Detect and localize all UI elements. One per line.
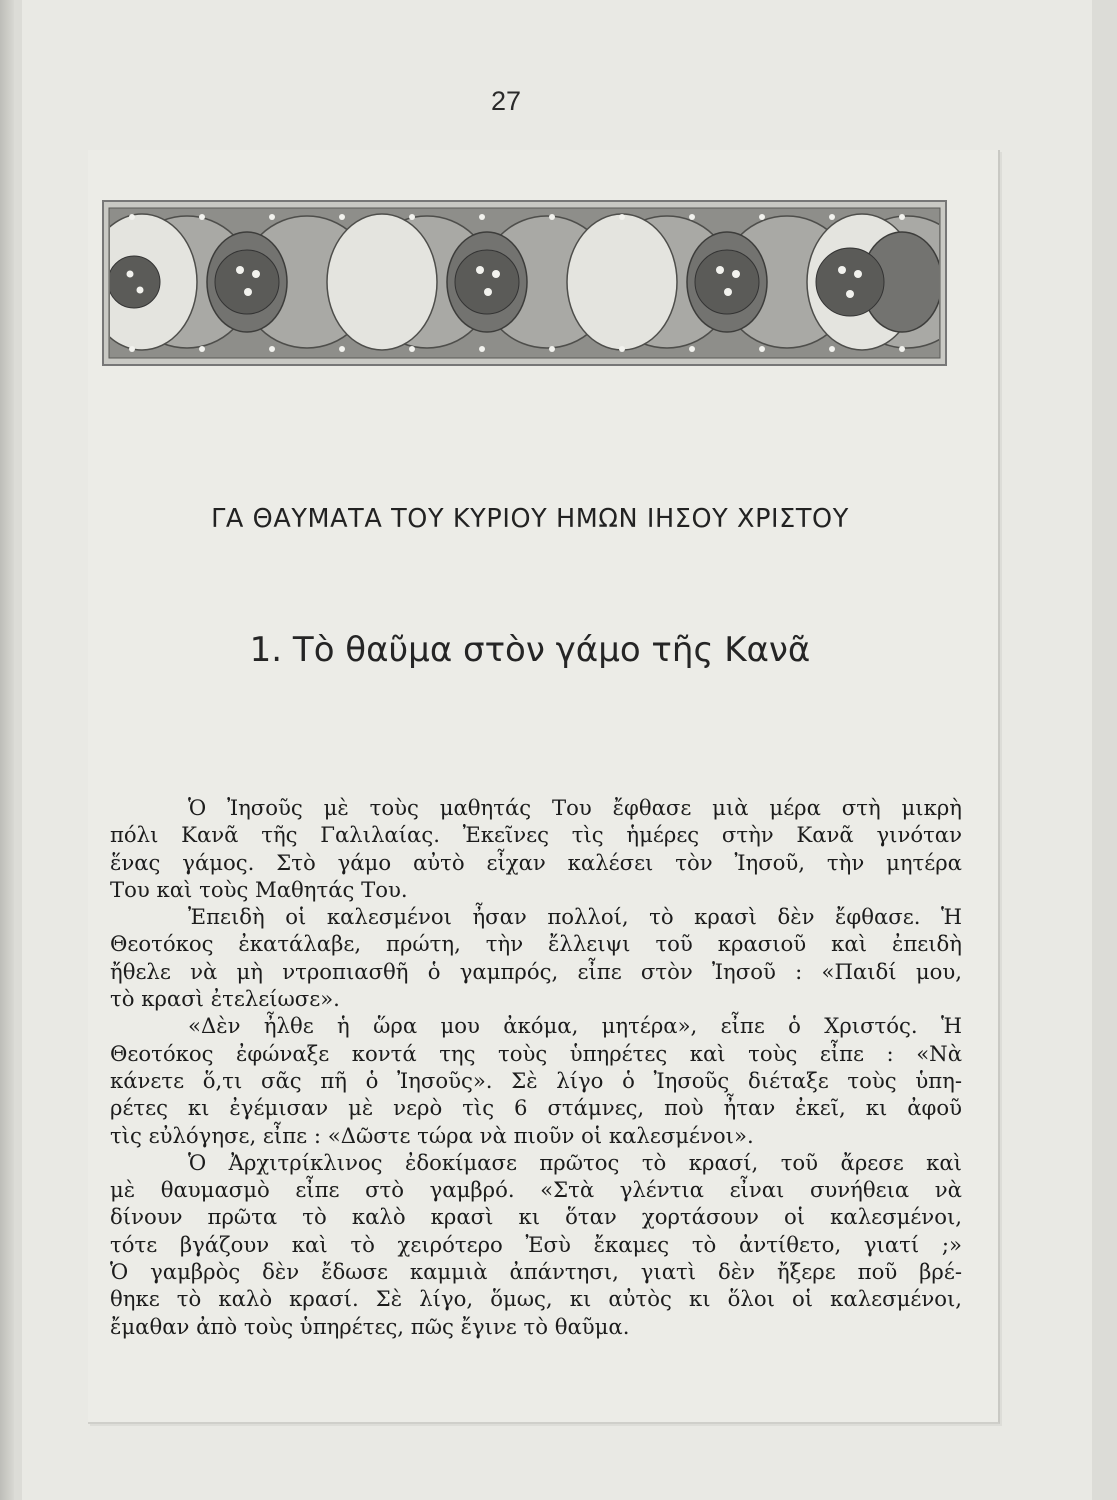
text-line: «Δὲν ἦλθε ἡ ὥρα μου ἀκόμα, μητέρα», εἶπε ὁ Χριστός. Ἡ bbox=[188, 1013, 962, 1039]
scan-edge bbox=[0, 0, 14, 1500]
decorative-ornament-band bbox=[102, 200, 947, 366]
page-number: 27 bbox=[490, 86, 522, 116]
text-line: Ὁ Ἀρχιτρίκλινος ἐδοκίμασε πρῶτος τὸ κρασί, τοῦ ἄρεσε καὶ bbox=[188, 1149, 962, 1175]
text-line: τὶς εὐλόγησε, εἶπε : «Δῶστε τώρα νὰ πιοῦν οἱ καλεσμένοι». bbox=[110, 1122, 754, 1148]
text-line: μὲ θαυμασμὸ εἶπε στὸ γαμβρό. «Στὰ γλέντια εἶναι συνήθεια νὰ bbox=[110, 1177, 962, 1203]
text-line: Ἐπειδὴ οἱ καλεσμένοι ἦσαν πολλοί, τὸ κρασὶ δὲν ἔφθασε. Ἡ bbox=[188, 904, 962, 930]
text-line: ἕνας γάμος. Στὸ γάμο αὐτὸ εἶχαν καλέσει τὸν Ἰησοῦ, τὴν μητέρα bbox=[110, 849, 962, 875]
text-line: Ὁ γαμβρὸς δὲν ἔδωσε καμμιὰ ἀπάντησι, γιατὶ δὲν ἤξερε ποῦ βρέ- bbox=[110, 1259, 962, 1285]
text-line: τὸ κρασὶ ἐτελείωσε». bbox=[110, 986, 340, 1012]
text-line: ἔμαθαν ἀπὸ τοὺς ὑπηρέτες, πῶς ἔγινε τὸ θαῦμα. bbox=[110, 1313, 630, 1339]
body-text bbox=[110, 794, 962, 1340]
text-line: Του καὶ τοὺς Μαθητάς Του. bbox=[110, 876, 408, 902]
section-title: 1. Τὸ θαῦμα στὸν γάμο τῆς Κανᾶ bbox=[249, 630, 811, 670]
text-line: ρέτες κι ἐγέμισαν μὲ νερὸ τὶς 6 στάμνες, ποὺ ἦταν ἐκεῖ, κι ἀφοῦ bbox=[110, 1095, 962, 1121]
text-line: δίνουν πρῶτα τὸ καλὸ κρασὶ κι ὅταν χορτάσουν οἱ καλεσμένοι, bbox=[110, 1204, 962, 1230]
text-line: Θεοτόκος ἐκατάλαβε, πρώτη, τὴν ἔλλειψι τοῦ κρασιοῦ καὶ ἐπειδὴ bbox=[110, 931, 962, 957]
text-line: τότε βγάζουν καὶ τὸ χειρότερο Ἐσὺ ἔκαμες τὸ ἀντίθετο, γιατί ;» bbox=[110, 1231, 962, 1257]
text-line: ἤθελε νὰ μὴ ντροπιασθῆ ὁ γαμπρός, εἶπε στὸν Ἰησοῦ : «Παιδί μου, bbox=[110, 958, 962, 984]
text-line: Ὁ Ἰησοῦς μὲ τοὺς μαθητάς Του ἔφθασε μιὰ μέρα στὴ μικρὴ bbox=[188, 795, 962, 820]
text-line: Θεοτόκος ἐφώναξε κοντά της τοὺς ὑπηρέτες καὶ τοὺς εἶπε : «Νὰ bbox=[110, 1040, 962, 1066]
text-line: θηκε τὸ καλὸ κρασί. Σὲ λίγο, ὅμως, κι αὐτὸς κι ὅλοι οἱ καλεσμένοι, bbox=[110, 1286, 962, 1312]
chapter-heading: ΓΑ ΘΑΥΜΑΤΑ ΤΟΥ ΚΥΡΙΟΥ ΗΜΩΝ ΙΗΣΟΥ ΧΡΙΣΤΟΥ bbox=[211, 504, 849, 534]
text-line: κάνετε ὅ,τι σᾶς πῆ ὁ Ἰησοῦς». Σὲ λίγο ὁ Ἰησοῦς διέταξε τοὺς ὑπη- bbox=[110, 1067, 962, 1093]
text-line: πόλι Κανᾶ τῆς Γαλιλαίας. Ἐκεῖνες τὶς ἡμέρες στὴν Κανᾶ γινόταν bbox=[110, 822, 962, 848]
